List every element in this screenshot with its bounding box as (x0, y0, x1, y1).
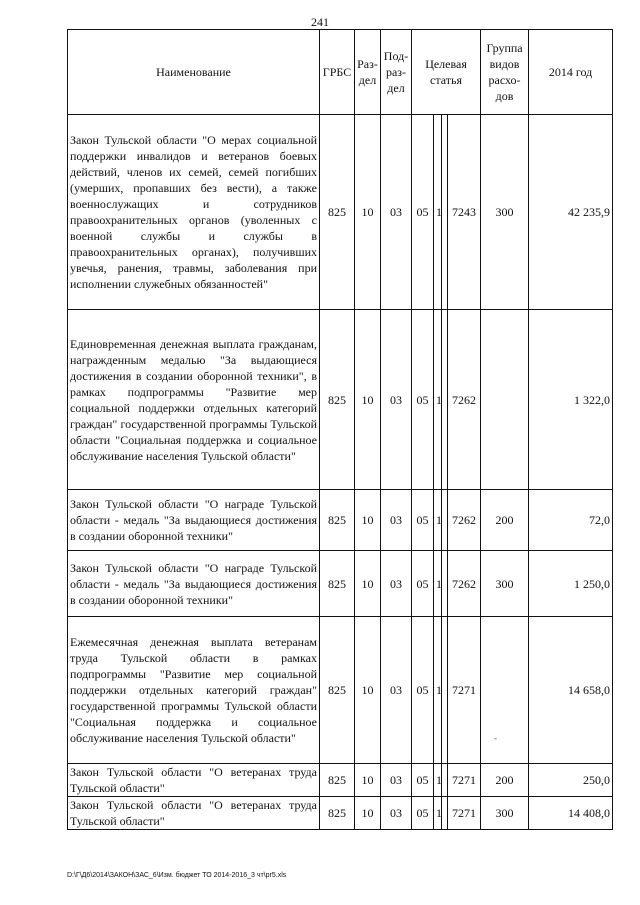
row-group: 200 (481, 764, 529, 797)
row-razdel: 10 (355, 797, 381, 830)
row-amount: 1 322,0 (529, 310, 613, 490)
row-target-subprogram: 1 (434, 797, 442, 830)
row-group: 300 (481, 551, 529, 617)
row-group: 300 (481, 115, 529, 310)
row-name: Закон Тульской области "О ветеранах труда Тульской области" (68, 764, 320, 797)
table-row (68, 490, 613, 551)
row-group (481, 310, 529, 490)
row-amount: 14 408,0 (529, 797, 613, 830)
row-razdel: 10 (355, 764, 381, 797)
row-target-program: 05 (412, 490, 434, 551)
row-target-code: 7271 (448, 617, 481, 764)
row-group: 300 (481, 797, 529, 830)
row-podrazdel: 03 (381, 617, 412, 764)
row-target-program: 05 (412, 310, 434, 490)
table-row (68, 764, 613, 797)
row-grbs: 825 (320, 797, 355, 830)
row-grbs: 825 (320, 764, 355, 797)
row-razdel: 10 (355, 310, 381, 490)
row-amount: 72,0 (529, 490, 613, 551)
row-name: Закон Тульской области "О мерах социальной поддержки инвалидов и ветеранов боевых действий, членов их семей, семей погибших (умерших, пропавших без вести), а также военнослужащих и сотрудников правоохранительных органов (уволенных с военной службы и службы в правоохранительных органах), получивших увечья, ранения, травмы, заболевания при исполнении служебных обязанностей" (68, 115, 320, 310)
row-target-program: 05 (412, 115, 434, 310)
row-name: Закон Тульской области "О награде Тульской области - медаль "За выдающиеся достижения в создании оборонной техники" (68, 551, 320, 617)
row-amount: 1 250,0 (529, 551, 613, 617)
row-razdel: 10 (355, 617, 381, 764)
row-amount: 250,0 (529, 764, 613, 797)
row-target-subprogram: 1 (434, 490, 442, 551)
table-row (68, 115, 613, 310)
header-podrazdel: Под- раз- дел (381, 30, 412, 115)
footer-file-path: D:\Г\Д6\2014\ЗАКОН\ЗАС_6\Изм. бюджет ТО 2014-2016_3 чт\pr5.xls (67, 872, 287, 879)
row-group (481, 617, 529, 764)
row-podrazdel: 03 (381, 551, 412, 617)
row-name: Единовременная денежная выплата гражданам, награжденным медалью "За выдающиеся достижения в создании оборонной техники", в рамках подпрограммы "Развитие мер социальной поддержки отдельных категорий граждан" государственной программы Тульской области "Социальная поддержка и социальное обслуживание населения Тульской области" (68, 310, 320, 490)
row-target-code: 7271 (448, 797, 481, 830)
row-target-code: 7271 (448, 764, 481, 797)
header-name: Наименование (68, 30, 320, 115)
table-row (68, 797, 613, 830)
row-target-program: 05 (412, 797, 434, 830)
row-target-code: 7262 (448, 310, 481, 490)
row-group: 200 (481, 490, 529, 551)
row-name: Ежемесячная денежная выплата ветеранам труда Тульской области в рамках подпрограммы "Развитие мер социальной поддержки отдельных категорий граждан" государственной программы Тульской области "Социальная поддержка и социальное обслуживание населения Тульской области" (68, 617, 320, 764)
header-group: Группа видов расхо- дов (481, 30, 529, 115)
table-row (68, 551, 613, 617)
row-target-subprogram: 1 (434, 764, 442, 797)
row-target-program: 05 (412, 764, 434, 797)
row-razdel: 10 (355, 115, 381, 310)
row-amount: 14 658,0 (529, 617, 613, 764)
row-target-code: 7262 (448, 551, 481, 617)
row-name: Закон Тульской области "О ветеранах труда Тульской области" (68, 797, 320, 830)
row-grbs: 825 (320, 310, 355, 490)
budget-table (67, 29, 613, 830)
table-row (68, 310, 613, 490)
row-podrazdel: 03 (381, 764, 412, 797)
row-target-code: 7262 (448, 490, 481, 551)
row-grbs: 825 (320, 617, 355, 764)
header-row (68, 30, 613, 115)
row-podrazdel: 03 (381, 797, 412, 830)
row-target-program: 05 (412, 617, 434, 764)
row-podrazdel: 03 (381, 310, 412, 490)
row-podrazdel: 03 (381, 490, 412, 551)
row-target-subprogram: 1 (434, 551, 442, 617)
row-razdel: 10 (355, 551, 381, 617)
page-number: 241 (311, 15, 329, 29)
header-grbs: ГРБС (320, 30, 355, 115)
row-target-subprogram: 1 (434, 617, 442, 764)
header-razdel: Раз- дел (355, 30, 381, 115)
row-amount: 42 235,9 (529, 115, 613, 310)
row-razdel: 10 (355, 490, 381, 551)
row-podrazdel: 03 (381, 115, 412, 310)
table-row (68, 617, 613, 764)
header-target: Целевая статья (412, 30, 481, 115)
row-name: Закон Тульской области "О награде Тульской области - медаль "За выдающиеся достижения в создании оборонной техники" (68, 490, 320, 551)
row-grbs: 825 (320, 551, 355, 617)
row-target-subprogram: 1 (434, 115, 442, 310)
row-grbs: 825 (320, 490, 355, 551)
row-grbs: 825 (320, 115, 355, 310)
header-year: 2014 год (529, 30, 613, 115)
row-target-program: 05 (412, 551, 434, 617)
stray-mark: - (494, 733, 497, 743)
row-target-subprogram: 1 (434, 310, 442, 490)
row-target-code: 7243 (448, 115, 481, 310)
